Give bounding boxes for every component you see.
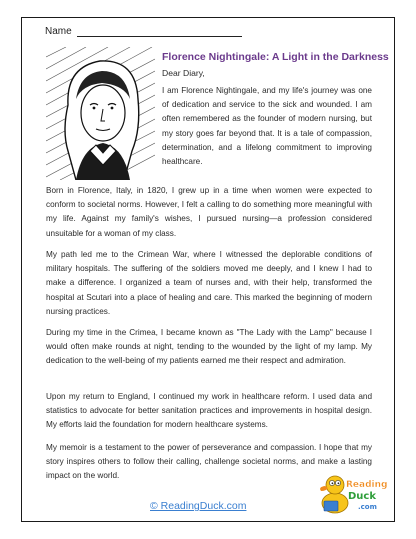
name-field-line[interactable]: [77, 36, 242, 37]
name-label: Name: [45, 26, 72, 37]
paragraph-crimean-war: My path led me to the Crimean War, where I witnessed the deplorable conditions of military hospitals. The suffering of the soldiers moved me deeply, and I knew I had to make a difference. I organized a team of nurses and, with their help, transformed the hospital at Scutari into a place of healing and care. This marked the beginning of modern nursing practices.: [46, 250, 372, 316]
intro-paragraph: I am Florence Nightingale, and my life's journey was one of dedication and service to the sick and wounded. I am often remembered as the founder of modern nursing, but my story goes far beyond that. It is a tale of compassion, determination, and a lifelong commitment to improving healthcare.: [162, 86, 372, 167]
logo-duck-text: Duck: [348, 491, 376, 502]
paragraph-memoir: My memoir is a testament to the power of perseverance and compassion. I hope that my story inspires others to follow their calling, challenge societal norms, and make a lasting impact on the world.: [46, 443, 372, 481]
logo-com-text: .com: [358, 503, 377, 511]
footer-link[interactable]: © ReadingDuck.com: [150, 500, 247, 512]
diary-greeting: Dear Diary,: [162, 68, 205, 78]
reading-duck-logo: [318, 465, 390, 517]
paragraph-lady-with-lamp: During my time in the Crimea, I became known as "The Lady with the Lamp" because I would often make rounds at night, tending to the wounded by the light of my lamp. My dedication to the well-being of my patients earned me their respect and admiration.: [46, 328, 372, 366]
paragraph-england: Upon my return to England, I continued my work in healthcare reform. I used data and statistics to advocate for better sanitation practices and improvements in hospital design. My efforts laid the foundation for modern healthcare systems.: [46, 392, 372, 430]
paragraph-birth: Born in Florence, Italy, in 1820, I grew up in a time when women were expected to conform to societal norms. However, I felt a calling to do something more meaningful with my life. Against my family's wishes, I pursued nursing—a profession considered unsuitable for a woman of my class.: [46, 186, 372, 238]
worksheet-title: Florence Nightingale: A Light in the Darkness: [162, 51, 389, 63]
logo-reading-text: Reading: [346, 480, 388, 490]
florence-nightingale-portrait: [46, 47, 155, 180]
